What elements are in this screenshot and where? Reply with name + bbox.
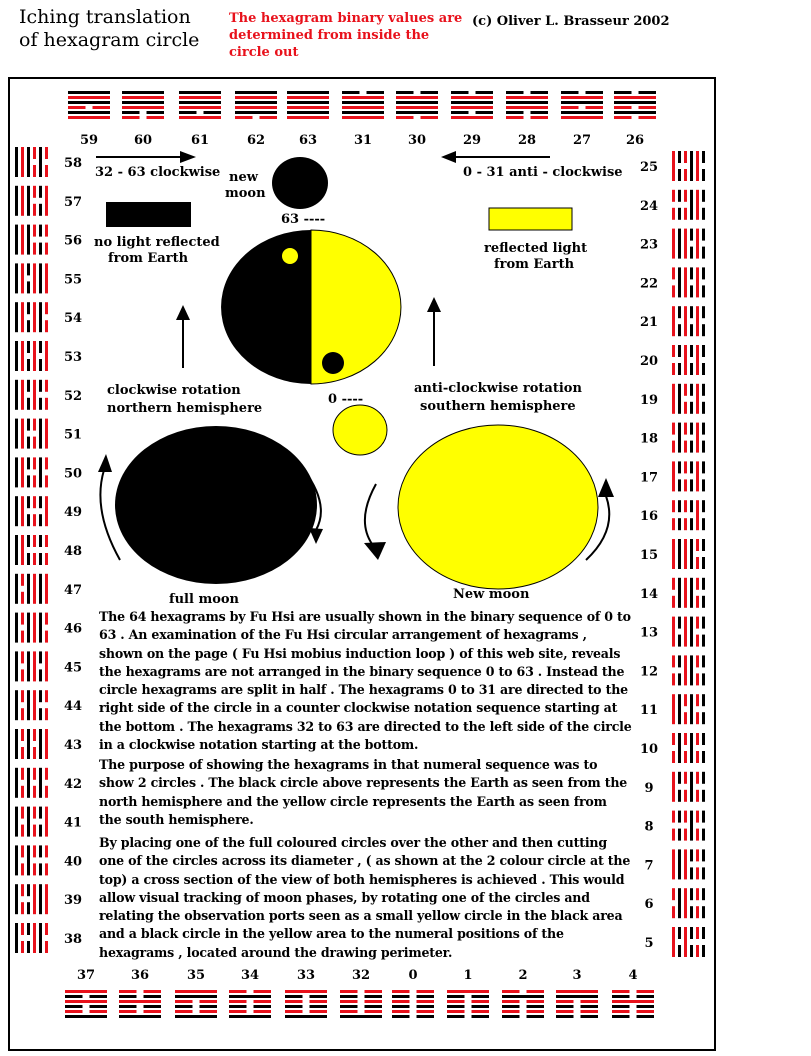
- hexagram-left-38: [15, 923, 48, 953]
- hexagram-right-15: [672, 539, 705, 569]
- hexagram-bottom-1: [447, 990, 489, 1018]
- hex-number-left-51: 51: [64, 427, 83, 443]
- hex-number-left-50: 50: [64, 466, 83, 482]
- hex-number-left-54: 54: [64, 311, 83, 327]
- hexagram-right-14: [672, 578, 705, 608]
- hex-number-right-20: 20: [639, 354, 659, 369]
- marker-63: 63 ----: [281, 212, 326, 227]
- hex-number-bottom-4: 4: [628, 968, 638, 983]
- new-moon-top-label-2: moon: [225, 186, 266, 201]
- hexagram-left-53: [15, 341, 48, 371]
- paragraph-moon-tracking: By placing one of the full coloured circles over the other and then cutting one of the circles across its diameter , ( as shown at the 2 colour circle at the top) a cross section of the view of both hemispheres is achieved . This would allow visual tracking of moon phases, by rotating one of the circles and relating the observation ports seen as a small yellow circle in the black area and a black circle in the yellow area to the numeral positions of the hexagrams , located around the drawing perimeter.: [99, 835, 631, 960]
- hexagram-bottom-33: [285, 990, 327, 1018]
- no-light-swatch: [106, 202, 191, 227]
- hex-number-top-31: 31: [353, 133, 373, 148]
- south-curve-arrowhead: [364, 542, 386, 560]
- small-yellow-disc: [333, 405, 387, 455]
- hex-number-bottom-3: 3: [572, 968, 582, 983]
- clockwise-rotation-label-2: northern hemisphere: [107, 401, 263, 416]
- black-observation-port: [322, 352, 344, 374]
- hex-number-bottom-32: 32: [351, 968, 371, 983]
- hexagram-left-41: [15, 807, 48, 837]
- hexagram-left-42: [15, 768, 48, 798]
- hex-number-right-21: 21: [639, 315, 659, 331]
- hex-number-right-9: 9: [644, 780, 654, 796]
- new-moon-bottom-label: New moon: [453, 587, 530, 602]
- clockwise-range-label: 32 - 63 clockwise: [95, 165, 221, 180]
- hexagram-left-47: [15, 574, 48, 604]
- hexagram-top-29: [451, 91, 493, 119]
- no-light-label-1: no light reflected: [94, 235, 220, 250]
- hex-number-bottom-37: 37: [76, 968, 96, 983]
- hex-number-left-41: 41: [64, 815, 83, 831]
- hex-number-right-5: 5: [644, 936, 654, 951]
- hex-number-bottom-2: 2: [518, 968, 528, 983]
- page-title: Iching translation of hexagram circle: [19, 6, 200, 51]
- hexagram-top-28: [506, 91, 548, 119]
- clockwise-arrowhead: [180, 151, 196, 163]
- right-up-arrowhead: [427, 297, 441, 312]
- hexagram-right-20: [672, 345, 705, 375]
- hex-number-left-57: 57: [64, 194, 83, 210]
- hex-number-right-10: 10: [639, 742, 659, 757]
- anticlockwise-arrowhead: [441, 151, 456, 163]
- new-moon-top-disc: [272, 157, 328, 209]
- hex-number-top-27: 27: [572, 133, 592, 148]
- hexagram-right-16: [672, 500, 705, 530]
- hexagram-right-17: [672, 461, 705, 491]
- hexagram-left-43: [15, 729, 48, 759]
- hexagram-right-13: [672, 617, 705, 647]
- anticlockwise-rotation-label-2: southern hemisphere: [420, 399, 576, 414]
- hex-number-left-46: 46: [64, 621, 83, 637]
- hex-number-bottom-0: 0: [408, 968, 418, 983]
- paragraph-purpose: The purpose of showing the hexagrams in that numeral sequence was to show 2 circles . The black circle above represents the Earth as seen from the north hemisphere and the yellow circle represents the Earth as seen from the south hemisphere.: [99, 757, 628, 827]
- anticlockwise-range-label: 0 - 31 anti - clockwise: [463, 165, 623, 180]
- hex-number-right-8: 8: [644, 819, 654, 835]
- hexagram-right-7: [672, 849, 705, 879]
- reflected-light-label-2: from Earth: [494, 257, 575, 272]
- hex-number-left-55: 55: [64, 272, 83, 288]
- hex-number-top-30: 30: [407, 133, 427, 148]
- hexagram-right-5: [672, 927, 705, 957]
- hex-number-top-29: 29: [462, 133, 482, 148]
- hexagram-right-23: [672, 229, 705, 259]
- hex-number-right-12: 12: [639, 664, 659, 680]
- hexagram-top-30: [396, 91, 438, 119]
- hexagram-bottom-3: [556, 990, 598, 1018]
- binary-note: The hexagram binary values are determined from inside the circle out: [229, 11, 463, 60]
- hexagram-left-54: [15, 302, 48, 332]
- hexagram-left-49: [15, 496, 48, 526]
- hex-number-right-6: 6: [644, 897, 654, 913]
- north-hemisphere-circle: [115, 426, 317, 584]
- hex-number-right-11: 11: [639, 703, 659, 719]
- hex-number-top-28: 28: [517, 133, 537, 148]
- copyright: (c) Oliver L. Brasseur 2002: [472, 14, 670, 29]
- hexagram-left-55: [15, 263, 48, 293]
- hexagram-left-46: [15, 613, 48, 643]
- hexagram-bottom-37: [65, 990, 107, 1018]
- left-curve-arrowhead: [98, 454, 112, 472]
- hexagram-right-18: [672, 423, 705, 453]
- hexagram-left-45: [15, 651, 48, 681]
- hexagram-left-51: [15, 419, 48, 449]
- paragraph-binary-sequence: The 64 hexagrams by Fu Hsi are usually shown in the binary sequence of 0 to 63 . An examination of the Fu Hsi circular arrangement of hexagrams , shown on the page ( Fu Hsi mobius induction loop ) of this web site, reveals the hexagrams are not arranged in the binary sequence 0 to 63 . Instead the circle hexagrams are split in half . The hexagrams 0 to 31 are directed to the right side of the circle in a counter clockwise notation sequence starting at the bottom . The hexagrams 32 to 63 are directed to the left side of the circle in a clockwise notation starting at the bottom.: [99, 609, 632, 753]
- south-hemisphere-circle: [398, 425, 598, 589]
- hex-number-right-13: 13: [639, 625, 659, 641]
- hex-number-bottom-34: 34: [240, 968, 260, 983]
- hex-number-right-24: 24: [639, 198, 659, 214]
- hexagram-left-56: [15, 225, 48, 255]
- hexagram-bottom-36: [119, 990, 161, 1018]
- hexagram-top-60: [122, 91, 164, 119]
- hexagram-right-25: [672, 151, 705, 181]
- hexagram-left-58: [15, 147, 48, 177]
- hex-number-top-62: 62: [246, 133, 266, 148]
- reflected-light-swatch: [489, 208, 572, 230]
- hex-number-left-47: 47: [64, 582, 83, 598]
- hexagram-left-40: [15, 845, 48, 875]
- right-curve-arrowhead: [598, 478, 614, 497]
- hex-number-right-23: 23: [639, 237, 659, 253]
- hex-number-left-48: 48: [64, 544, 83, 559]
- hexagram-top-31: [342, 91, 384, 119]
- hexagram-left-57: [15, 186, 48, 216]
- anticlockwise-rotation-label-1: anti-clockwise rotation: [414, 381, 582, 396]
- left-up-arrowhead: [176, 305, 190, 320]
- hexagram-top-62: [235, 91, 277, 119]
- hex-number-right-18: 18: [639, 431, 659, 447]
- hexagram-bottom-32: [340, 990, 382, 1018]
- hex-number-top-61: 61: [190, 133, 210, 148]
- clockwise-rotation-label-1: clockwise rotation: [107, 383, 241, 398]
- north-curve-arrowhead: [309, 528, 323, 544]
- hexagram-top-61: [179, 91, 221, 119]
- hex-number-left-45: 45: [64, 660, 83, 676]
- hex-number-left-53: 53: [64, 350, 83, 365]
- hexagram-bottom-0: [392, 990, 434, 1018]
- hex-number-top-60: 60: [133, 133, 153, 148]
- hex-number-right-15: 15: [639, 548, 659, 563]
- hexagram-top-27: [561, 91, 603, 119]
- hex-number-left-56: 56: [64, 233, 83, 249]
- hexagram-left-48: [15, 535, 48, 565]
- hexagram-left-50: [15, 457, 48, 487]
- hexagram-bottom-2: [502, 990, 544, 1018]
- hex-number-bottom-1: 1: [463, 968, 473, 983]
- hexagram-top-59: [68, 91, 110, 119]
- hexagram-right-6: [672, 888, 705, 918]
- hex-number-right-16: 16: [639, 509, 659, 525]
- new-moon-top-label-1: new: [229, 170, 258, 185]
- hex-number-bottom-33: 33: [296, 968, 316, 983]
- hex-number-right-22: 22: [639, 276, 659, 292]
- marker-0: 0 ----: [328, 392, 364, 407]
- hexagram-right-12: [672, 655, 705, 685]
- hex-number-left-42: 42: [64, 776, 83, 792]
- reflected-light-label-1: reflected light: [484, 241, 588, 256]
- hex-number-top-59: 59: [79, 133, 99, 148]
- hex-number-right-25: 25: [639, 160, 659, 175]
- hexagram-right-19: [672, 384, 705, 414]
- hexagram-right-9: [672, 772, 705, 802]
- hex-number-left-39: 39: [64, 893, 83, 909]
- hexagram-bottom-34: [229, 990, 271, 1018]
- hex-number-left-38: 38: [64, 932, 83, 947]
- hexagram-right-10: [672, 733, 705, 763]
- hex-number-left-58: 58: [64, 156, 83, 171]
- hex-number-right-14: 14: [639, 586, 659, 602]
- hexagram-left-39: [15, 884, 48, 914]
- hexagram-bottom-35: [175, 990, 217, 1018]
- south-curve-arrow: [365, 484, 376, 544]
- hexagram-right-11: [672, 694, 705, 724]
- hex-number-left-43: 43: [64, 738, 83, 753]
- yellow-observation-port: [282, 248, 298, 264]
- hex-number-right-19: 19: [639, 392, 659, 408]
- hex-number-right-17: 17: [639, 470, 659, 486]
- hexagram-right-21: [672, 306, 705, 336]
- hex-number-left-44: 44: [64, 699, 83, 715]
- hexagram-right-24: [672, 190, 705, 220]
- hexagram-bottom-4: [612, 990, 654, 1018]
- hex-number-bottom-36: 36: [130, 968, 150, 983]
- hexagram-left-52: [15, 380, 48, 410]
- hexagram-top-63: [287, 91, 329, 119]
- hex-number-left-52: 52: [64, 388, 83, 404]
- hexagram-right-22: [672, 267, 705, 297]
- hex-number-left-49: 49: [64, 505, 83, 521]
- hex-number-top-26: 26: [625, 133, 645, 148]
- full-moon-label: full moon: [169, 592, 239, 607]
- no-light-label-2: from Earth: [108, 251, 189, 266]
- hexagram-left-44: [15, 690, 48, 720]
- two-colour-circle-black-half: [221, 230, 311, 384]
- hexagram-right-8: [672, 811, 705, 841]
- hex-number-right-7: 7: [644, 858, 654, 874]
- hex-number-bottom-35: 35: [186, 968, 206, 983]
- hex-number-top-63: 63: [298, 133, 318, 148]
- hex-number-left-40: 40: [64, 854, 83, 870]
- hexagram-top-26: [614, 91, 656, 119]
